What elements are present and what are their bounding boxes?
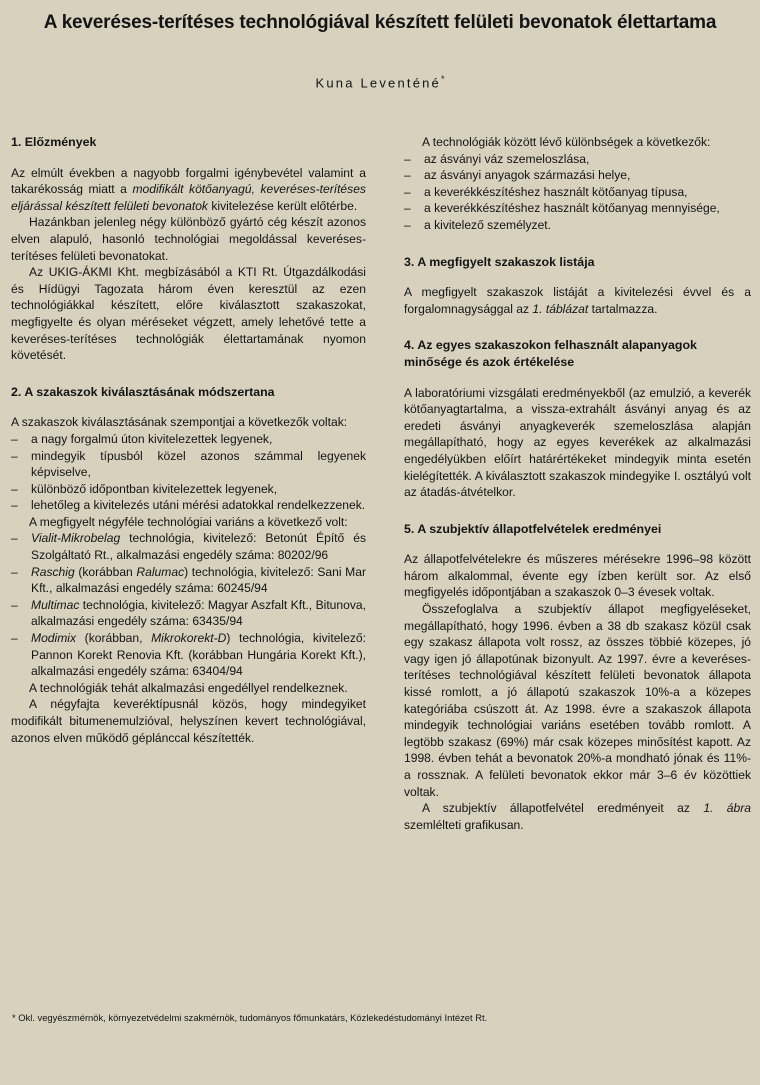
- variant-old-name: Ralumac: [136, 564, 185, 579]
- section-3-heading: 3. A megfigyelt szakaszok listája: [404, 254, 595, 269]
- italic-run: modifikált kötőanyagú, keveréses-terítéses eljárással készített felületi bevonatok: [11, 182, 366, 213]
- section-1-heading: 1. Előzmények: [11, 135, 97, 149]
- author-footnote-mark: *: [440, 74, 445, 84]
- list-item: – lehetőleg a kivitelezés utáni mérési adatokkal rendelkezzenek.: [11, 497, 366, 514]
- variant-details: technológia, kivitelező: Magyar Aszfalt Kft., Bitunova, alkalmazási engedély száma: 63435/94: [31, 597, 366, 629]
- list-item: [11, 597, 366, 630]
- section-5-paragraph-2: Összefoglalva a szubjektív állapot megfigyeléseket, megállapítható, hogy 1996. évben a 38 db szakasz közül csak egy szakasz állapota volt rossz, az összes többié közepes, jó vagy igen jó állapotúnak bizonyult. Az 1997. évre a keveréses-terítéses technológiával készített felületi bevonatok állapota kissé romlott, a jó állapotú szakaszok 10%-a a közepes kategóriába csúszott át. Az 1998. évre a szakaszok állapota mindegyik technológiai variáns esetében tovább romlott. A legtöbb szakasz (69%) már csak közepes minősítést kapott. Az 1998. évben tehát a bevonatok 20%-a mondható jónak és 11%-a rossznak. A felületi bevonatok ekkor már 3–6 év közöttiek voltak.: [404, 602, 751, 799]
- section-4-heading: 4. Az egyes szakaszokon felhasznált alapanyagok minősége és azok értékelése: [404, 338, 697, 369]
- section-2-paragraph-common: A négyfajta keveréktípusnál közös, hogy mindegyiket modifikált bitumenemulzióval, helyszínen kevert technológiával, azonos elven működő géplánccal készítették.: [11, 697, 366, 745]
- variant-details: ) technológia, kivitelező: Sani Mar Kft., alkalmazási engedély száma: 60245/94: [31, 564, 366, 596]
- text-run: A szubjektív állapotfelvétel eredményeit az: [422, 801, 704, 816]
- differences-list: [404, 151, 751, 234]
- section-4-paragraph: A laboratóriumi vizsgálati eredményekből (az emulzió, a keverék kötőanyagtartalma, a vissza-extrahált ásványi anyag és az eredeti ásványi anyagkeverék szemeloszlása alapján megállapítható, hogy az egyes keverékek az alkalmazási engedélyükben előírt határértékeket mindegyik minta esetén kielégítették. A kiválasztott szakaszok mindegyike I. osztályú volt az átadás-átvételkor.: [404, 385, 751, 500]
- section-1-paragraph-1: [11, 165, 366, 215]
- differences-intro: A technológiák között lévő különbségek a következők:: [422, 135, 711, 149]
- text-run: (korábban,: [76, 631, 152, 646]
- author-name: Kuna Leventéné: [315, 75, 441, 91]
- variants-intro: A megfigyelt négyféle technológiai variáns a következő volt:: [29, 514, 348, 529]
- list-item: [11, 530, 366, 563]
- right-column: [404, 134, 751, 833]
- list-item: [11, 630, 366, 680]
- section-2-paragraph-after: A technológiák tehát alkalmazási engedéllyel rendelkeznek.: [29, 680, 348, 695]
- list-item: – a nagy forgalmú úton kivitelezettek legyenek,: [11, 431, 366, 448]
- list-item: – különböző időpontban kivitelezettek legyenek,: [11, 481, 366, 498]
- text-run: Az elmúlt években a nagyobb forgalmi igénybevétel valamint a takarékosság miatt a: [11, 165, 366, 197]
- variants-list: [11, 530, 366, 679]
- figure-reference: 1. ábra: [703, 801, 751, 816]
- section-1-paragraph-3: Az UKIG-ÁKMI Kht. megbízásából a KTI Rt. Útgazdálkodási és Hídügyi Tagozata három éven keresztül az ezen technológiákkal készített, előre kiválasztott szakaszokat, megfigyelte és olyan méréseket végzett, amely lehetővé tette a keveréses-terítéses technológiák élettartamának nyomon követését.: [11, 265, 366, 363]
- criteria-list: [11, 431, 366, 514]
- text-run: (korábban: [74, 564, 137, 579]
- variant-name: Vialit-Mikrobelag: [31, 531, 121, 546]
- variant-old-name: Mikrokorekt-D: [151, 631, 227, 646]
- article-title: A keveréses-terítéses technológiával készített felületi bevonatok élettartama: [43, 12, 717, 33]
- section-1-paragraph-2: Hazánkban jelenleg négy különböző gyártó cég készít azonos elven alapuló, hasonló technológiai megoldással keveréses-terítéses felületi bevonatokat.: [11, 215, 366, 263]
- variant-details: ) technológia, kivitelező: Pannon Korekt Renovia Kft. (korábban Hungária Korekt Kft.), alkalmazási engedély száma: 63404/94: [31, 631, 366, 679]
- left-column: [11, 134, 366, 746]
- section-3-paragraph: [404, 284, 751, 317]
- list-item: [11, 564, 366, 597]
- text-run: szemlélteti grafikusan.: [404, 817, 524, 832]
- list-item: – a keverékkészítéshez használt kötőanyag típusa,: [404, 184, 751, 201]
- section-2-intro: A szakaszok kiválasztásának szempontjai a következők voltak:: [11, 415, 348, 430]
- section-5-paragraph-1: Az állapotfelvételekre és műszeres mérésekre 1996–98 között három alkalommal, évente egy ízben került sor. Az első megfigyelés időpontjában a szakaszok 0–3 évesek voltak.: [404, 552, 751, 600]
- variant-name: Raschig: [31, 564, 75, 579]
- list-item: – az ásványi anyagok származási helye,: [404, 167, 751, 184]
- table-reference: 1. táblázat: [532, 301, 589, 316]
- section-5-paragraph-3: [404, 800, 751, 833]
- section-2-heading: 2. A szakaszok kiválasztásának módszertana: [11, 384, 275, 399]
- author-line: [0, 74, 760, 90]
- list-item: – a keverékkészítéshez használt kötőanyag mennyisége,: [404, 200, 751, 217]
- variant-name: Modimix: [31, 631, 77, 646]
- text-run: kivitelezése került előtérbe.: [207, 198, 358, 213]
- variant-details: technológia, kivitelező: Betonút Építő és Szolgáltató Rt., alkalmazási engedély száma: 80202/96: [31, 531, 366, 563]
- text-run: tartalmazza.: [588, 301, 658, 316]
- section-5-heading: 5. A szubjektív állapotfelvételek eredményei: [404, 521, 662, 536]
- list-item: – a kivitelező személyzet.: [404, 217, 751, 234]
- list-item: – mindegyik típusból közel azonos számmal legyenek képviselve,: [11, 448, 366, 481]
- variant-name: Multimac: [31, 597, 80, 612]
- list-item: – az ásványi váz szemeloszlása,: [404, 151, 751, 168]
- footnote: * Okl. vegyészmérnök, környezetvédelmi szakmérnök, tudományos főmunkatárs, Közlekedéstudományi Intézet Rt.: [12, 1012, 488, 1023]
- text-run: A megfigyelt szakaszok listáját a kivitelezési évvel és a forgalomnagysággal az: [404, 285, 751, 316]
